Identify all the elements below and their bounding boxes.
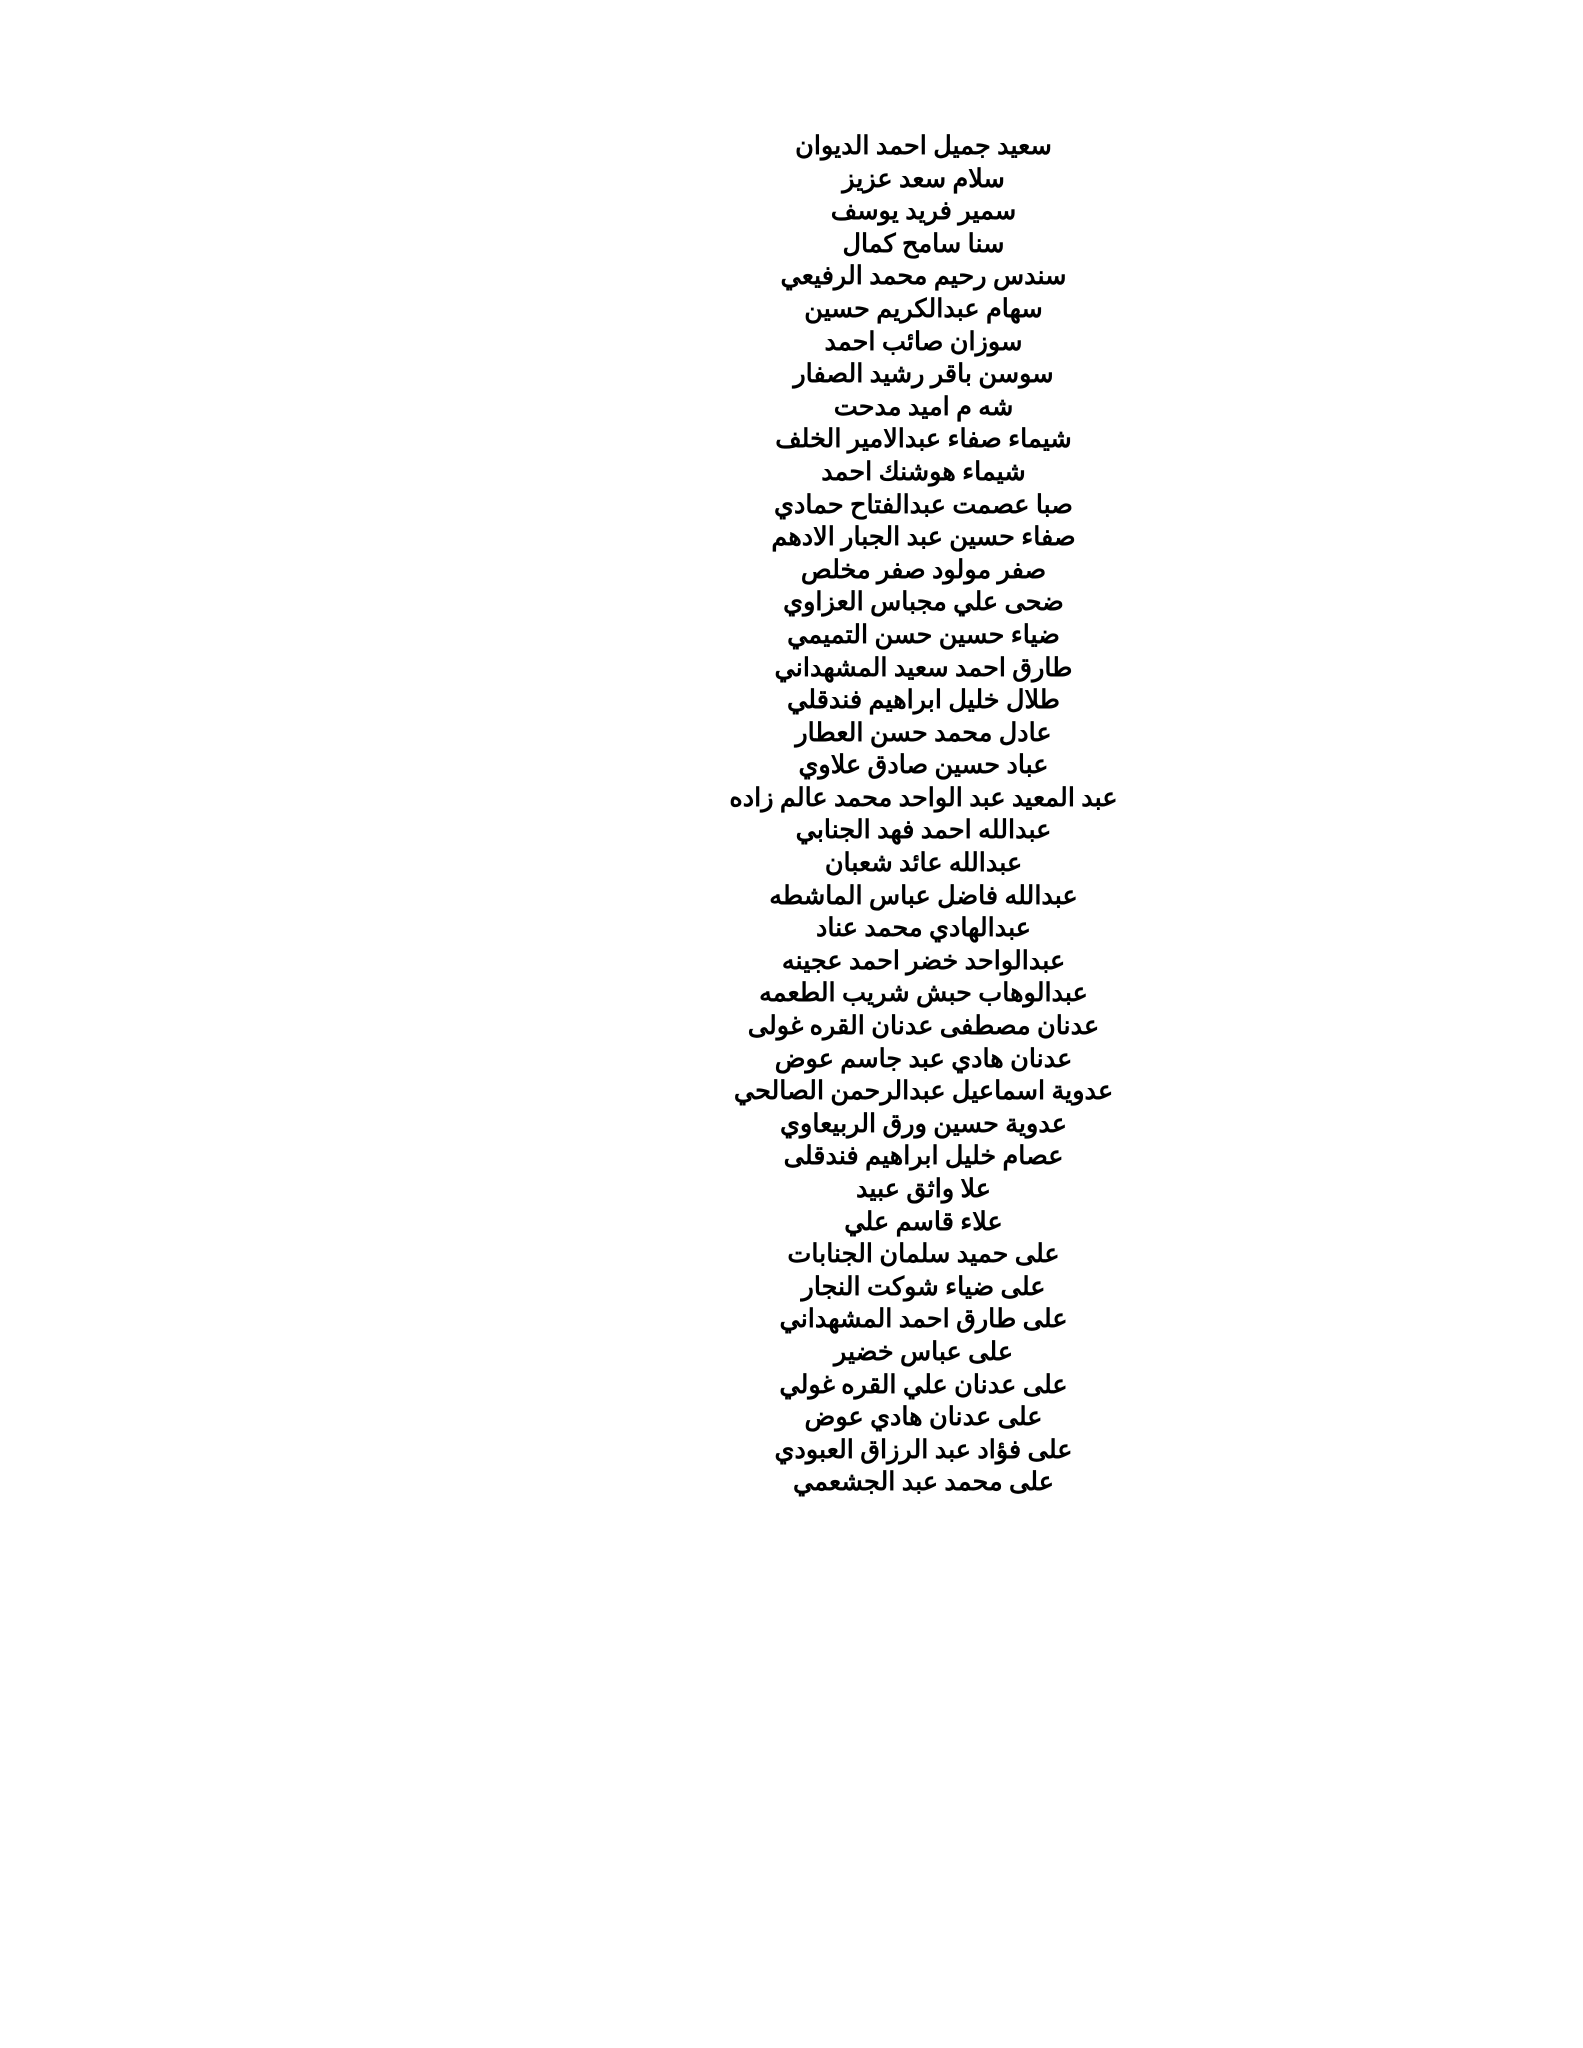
list-item: سمير فريد يوسف [830, 196, 1017, 226]
list-item: طارق احمد سعيد المشهداني [774, 652, 1073, 682]
list-item: سندس رحيم محمد الرفيعي [780, 261, 1067, 291]
list-item: عصام خليل ابراهيم فندقلى [783, 1141, 1064, 1171]
list-item: عبد المعيد عبد الواحد محمد عالم زاده [729, 782, 1118, 812]
list-item: عبدالهادي محمد عناد [815, 913, 1032, 943]
list-item: على عباس خضير [833, 1336, 1014, 1366]
list-item: على محمد عبد الجشعمي [793, 1467, 1054, 1497]
list-item: عدنان هادي عبد جاسم عوض [774, 1043, 1073, 1073]
list-item: عبدالواحد خضر احمد عجينه [781, 945, 1066, 975]
list-item: شيماء صفاء عبدالامير الخلف [775, 424, 1072, 454]
list-item: عبدالله عائد شعبان [824, 848, 1023, 878]
list-item: عدوية حسين ورق الربيعاوي [780, 1108, 1067, 1138]
list-item: على ضياء شوكت النجار [801, 1271, 1046, 1301]
list-item: سهام عبدالكريم حسين [804, 293, 1043, 323]
list-item: على عدنان علي القره غولي [779, 1369, 1068, 1399]
list-item: ضحى علي مجباس العزاوي [783, 587, 1064, 617]
list-item: عادل محمد حسن العطار [795, 717, 1052, 747]
list-item: على طارق احمد المشهداني [779, 1304, 1068, 1334]
list-item: سلام سعد عزيز [842, 163, 1005, 193]
list-item: سنا سامح كمال [842, 228, 1005, 258]
list-item: ضياء حسين حسن التميمي [787, 619, 1060, 649]
list-item: عدنان مصطفى عدنان القره غولى [747, 1011, 1100, 1041]
list-item: سوزان صائب احمد [824, 326, 1023, 356]
list-item: عبدالوهاب حبش شريب الطعمه [759, 978, 1088, 1008]
list-item: عبدالله احمد فهد الجنابي [795, 815, 1052, 845]
list-item: على حميد سلمان الجنابات [787, 1239, 1060, 1269]
list-item: على عدنان هادي عوض [804, 1402, 1043, 1432]
list-item: صفاء حسين عبد الجبار الادهم [771, 522, 1076, 552]
list-item: علاء قاسم علي [844, 1206, 1003, 1236]
list-item: عباد حسين صادق علاوي [798, 750, 1049, 780]
list-item: سوسن باقر رشيد الصفار [793, 359, 1054, 389]
list-item: شه م اميد مدحت [833, 391, 1014, 421]
list-item: على فؤاد عبد الرزاق العبودي [774, 1434, 1073, 1464]
list-item: سعيد جميل احمد الديوان [795, 131, 1052, 160]
list-item: علا واثق عبيد [856, 1174, 991, 1203]
list-item: طلال خليل ابراهيم فندقلي [787, 685, 1060, 715]
list-item: عبدالله فاضل عباس الماشطه [769, 880, 1078, 910]
list-item: صفر مولود صفر مخلص [800, 554, 1047, 584]
list-item: عدوية اسماعيل عبدالرحمن الصالحي [733, 1076, 1114, 1106]
list-item: شيماء هوشنك احمد [821, 456, 1026, 486]
name-list [0, 130, 1583, 1499]
list-item: صبا عصمت عبدالفتاح حمادي [774, 489, 1073, 519]
